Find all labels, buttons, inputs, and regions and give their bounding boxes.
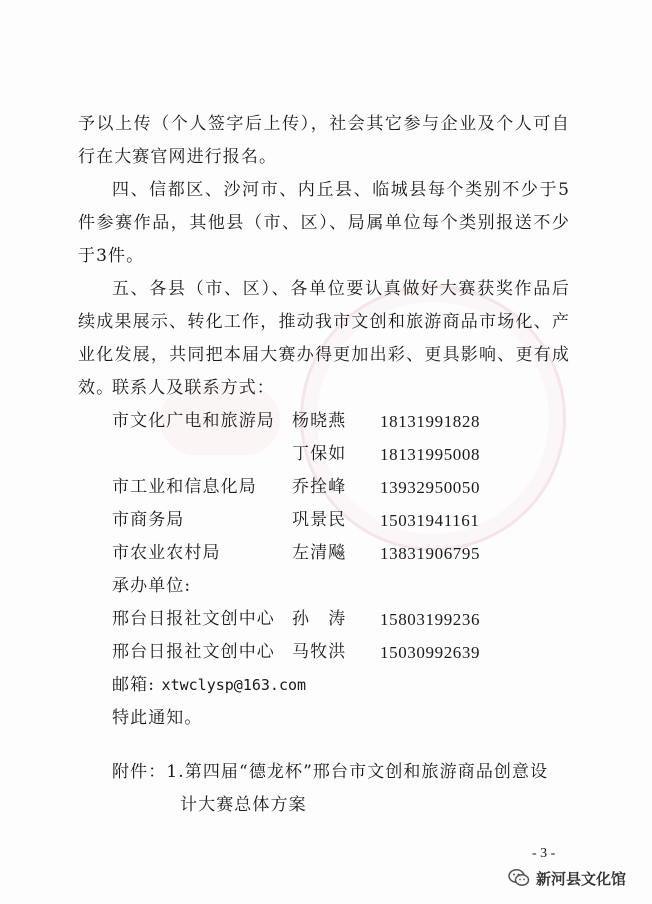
page-number: - 3 -	[532, 846, 556, 861]
contact-name: 杨晓燕	[292, 411, 347, 431]
contact-phone: 13932950050	[380, 478, 481, 497]
organizer-name: 孙 涛	[292, 609, 347, 629]
attachment-line-2: 计大赛总体方案	[180, 795, 307, 815]
watermark-text: 新河县文化馆	[536, 869, 627, 888]
paragraph-four: 四、信都区、沙河市、内丘县、临城县每个类别不少于5件参赛作品，其他县（市、区）、局属单位每个类别报送不少于3件。	[78, 180, 570, 266]
contacts-heading: 联系人及联系方式：	[112, 378, 275, 398]
contact-org: 市工业和信息化局	[112, 477, 257, 497]
contact-row	[0, 405, 652, 438]
organizer-name: 马牧洪	[292, 642, 347, 662]
email-line	[112, 669, 306, 702]
organizer-row	[0, 603, 652, 636]
contact-row	[0, 537, 652, 570]
contact-name: 乔拴峰	[292, 477, 347, 497]
organizer-phone: 15803199236	[380, 610, 481, 629]
contact-phone: 18131995008	[380, 445, 481, 464]
attachment-label: 附件：	[112, 762, 167, 782]
contact-row	[0, 471, 652, 504]
contact-org: 市文化广电和旅游局	[112, 411, 275, 431]
contact-row	[0, 438, 652, 471]
organizer-org: 邢台日报社文创中心	[112, 609, 275, 629]
organizer-phone: 15030992639	[380, 643, 481, 662]
wechat-icon	[508, 868, 530, 888]
contact-org: 市商务局	[112, 510, 185, 530]
organizer-heading: 承办单位:	[112, 576, 192, 596]
contact-phone: 15031941161	[380, 511, 480, 530]
contact-org: 市农业农村局	[112, 543, 221, 563]
contact-name: 左清飚	[292, 543, 347, 563]
organizer-org: 邢台日报社文创中心	[112, 642, 275, 662]
attachment-line-1	[112, 756, 582, 789]
closing-notice: 特此通知。	[112, 708, 203, 728]
email-address: xtwclysp@163.com	[161, 676, 307, 694]
contact-row	[0, 504, 652, 537]
organizer-row	[0, 636, 652, 669]
paragraph-five: 五、各县（市、区）、各单位要认真做好大赛获奖作品后续成果展示、转化工作，推动我市文创和旅游商品市场化、产业化发展，共同把本届大赛办得更加出彩、更具影响、更有成效。	[78, 279, 570, 398]
source-watermark	[508, 866, 626, 890]
contact-phone: 18131991828	[380, 412, 481, 431]
email-label: 邮箱:	[112, 675, 156, 695]
paragraph-upload: 予以上传（个人签字后上传），社会其它参与企业及个人可自行在大赛官网进行报名。	[78, 114, 570, 167]
contact-phone: 13831906795	[380, 544, 481, 563]
contact-name: 丁保如	[292, 444, 347, 464]
attachment-title-part1: 1.第四届“德龙杯”邢台市文创和旅游商品创意设	[166, 762, 549, 782]
contact-name: 巩景民	[292, 510, 347, 530]
